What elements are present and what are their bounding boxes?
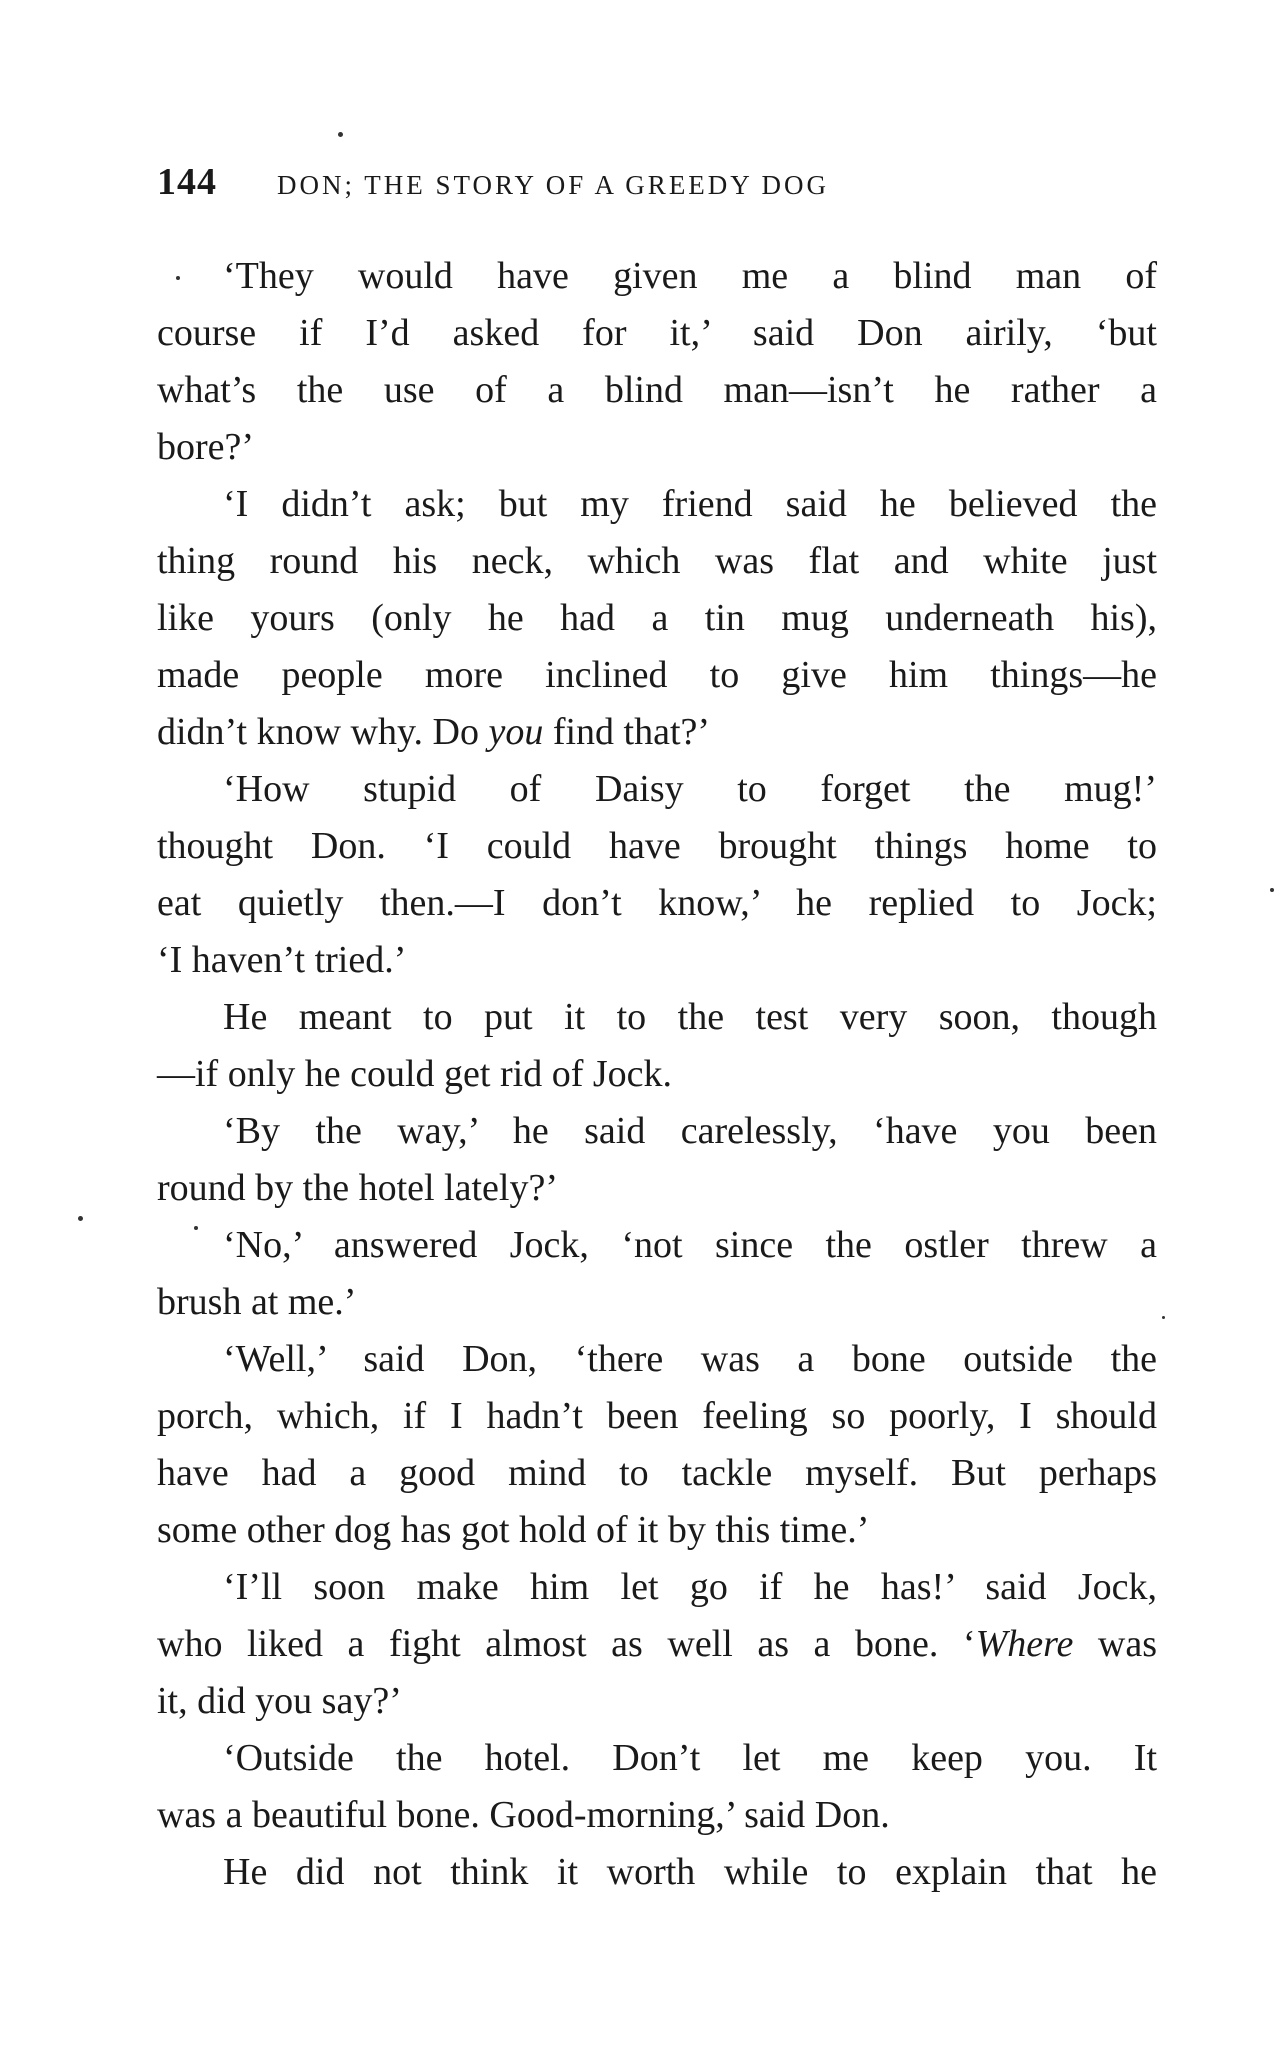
text-line: ‘I haven’t tried.’ (157, 939, 407, 981)
text-line: ‘Outside the hotel. Don’t let me keep you. It (223, 1737, 1157, 1779)
print-speck (1270, 888, 1274, 892)
text-line: it, did you say?’ (157, 1680, 402, 1722)
text-line: round by the hotel lately?’ (157, 1167, 558, 1209)
text-line: ‘I didn’t ask; but my friend said he believed the (223, 483, 1157, 525)
text-line: ‘Well,’ said Don, ‘there was a bone outside the (223, 1338, 1157, 1380)
text-line: brush at me.’ (157, 1281, 357, 1323)
text-line: didn’t know why. Do you find that?’ (157, 711, 711, 753)
text-line: He did not think it worth while to explain that he (223, 1851, 1157, 1893)
text-line: ‘They would have given me a blind man of (223, 255, 1157, 297)
print-speck (338, 132, 343, 137)
text-line: He meant to put it to the test very soon, though (223, 996, 1157, 1038)
text-line: ‘I’ll soon make him let go if he has!’ said Jock, (223, 1566, 1157, 1608)
text-line: ‘How stupid of Daisy to forget the mug!’ (223, 768, 1157, 810)
text-line: who liked a fight almost as well as a bone. ‘Where was (157, 1623, 1157, 1665)
page-number: 144 (157, 161, 217, 203)
print-speck (176, 276, 180, 280)
text-line: like yours (only he had a tin mug underneath his), (157, 597, 1157, 639)
text-line: have had a good mind to tackle myself. But perhaps (157, 1452, 1157, 1494)
text-line: thing round his neck, which was flat and white just (157, 540, 1157, 582)
text-line: bore?’ (157, 426, 255, 468)
print-speck (1162, 1316, 1165, 1319)
running-title: DON; THE STORY OF A GREEDY DOG (277, 170, 830, 200)
text-line: thought Don. ‘I could have brought things home to (157, 825, 1157, 867)
print-speck (78, 1216, 83, 1221)
text-line: ‘By the way,’ he said carelessly, ‘have you been (223, 1110, 1157, 1152)
text-line: what’s the use of a blind man—isn’t he rather a (157, 369, 1157, 411)
emphasis: you (488, 711, 544, 753)
text-line: some other dog has got hold of it by this time.’ (157, 1509, 870, 1551)
running-head (157, 160, 1157, 204)
text-line: course if I’d asked for it,’ said Don airily, ‘but (157, 312, 1157, 354)
text-line: porch, which, if I hadn’t been feeling so poorly, I should (157, 1395, 1157, 1437)
text-line: ‘No,’ answered Jock, ‘not since the ostler threw a (223, 1224, 1157, 1266)
text-line: —if only he could get rid of Jock. (157, 1053, 673, 1095)
text-line: eat quietly then.—I don’t know,’ he replied to Jock; (157, 882, 1157, 924)
text-line: made people more inclined to give him things—he (157, 654, 1157, 696)
body-text (157, 248, 1157, 1901)
emphasis: Where (975, 1623, 1074, 1665)
print-speck (194, 1226, 198, 1230)
text-line: was a beautiful bone. Good-morning,’ said Don. (157, 1794, 890, 1836)
